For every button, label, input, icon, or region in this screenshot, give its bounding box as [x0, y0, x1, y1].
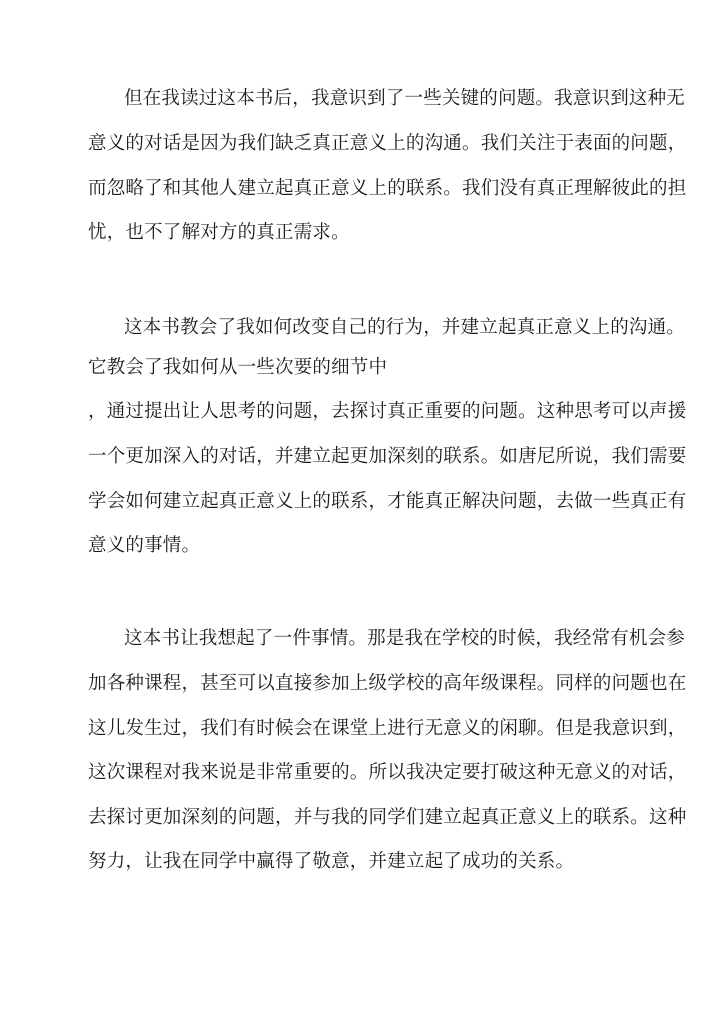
paragraph-line: 这儿发生过，我们有时候会在课堂上进行无意义的闲聊。但是我意识到， — [88, 718, 687, 739]
paragraph-line: 努力，让我在同学中赢得了敬意，并建立起了成功的关系。 — [88, 851, 575, 872]
paragraph-line: 意义的事情。 — [88, 535, 201, 556]
paragraph-line: 学会如何建立起真正意义上的联系，才能真正解决问题，去做一些真正有 — [88, 491, 687, 512]
paragraph-line: 忧，也不了解对方的真正需求。 — [88, 222, 350, 243]
paragraph-line: 但在我读过这本书后，我意识到了一些关键的问题。我意识到这种无 — [124, 88, 686, 109]
paragraph-line: ，通过提出让人思考的问题，去探讨真正重要的问题。这种思考可以声援 — [88, 401, 687, 422]
paragraph-line: 这本书教会了我如何改变自己的行为，并建立起真正意义上的沟通。 — [124, 317, 686, 338]
paragraph-line: 这本书让我想起了一件事情。那是我在学校的时候，我经常有机会参 — [124, 628, 686, 649]
paragraph-line: 加各种课程，甚至可以直接参加上级学校的高年级课程。同样的问题也在 — [88, 673, 687, 694]
paragraph-line: 去探讨更加深刻的问题，并与我的同学们建立起真正意义上的联系。这种 — [88, 807, 687, 828]
paragraph-line: 意义的对话是因为我们缺乏真正意义上的沟通。我们关注于表面的问题， — [88, 133, 687, 154]
paragraph-line: 这次课程对我来说是非常重要的。所以我决定要打破这种无意义的对话， — [88, 762, 687, 783]
paragraph-line: 一个更加深入的对话，并建立起更加深刻的联系。如唐尼所说，我们需要 — [88, 446, 687, 467]
paragraph-line: 它教会了我如何从一些次要的细节中 — [88, 357, 388, 378]
paragraph-line: 而忽略了和其他人建立起真正意义上的联系。我们没有真正理解彼此的担 — [88, 178, 687, 199]
